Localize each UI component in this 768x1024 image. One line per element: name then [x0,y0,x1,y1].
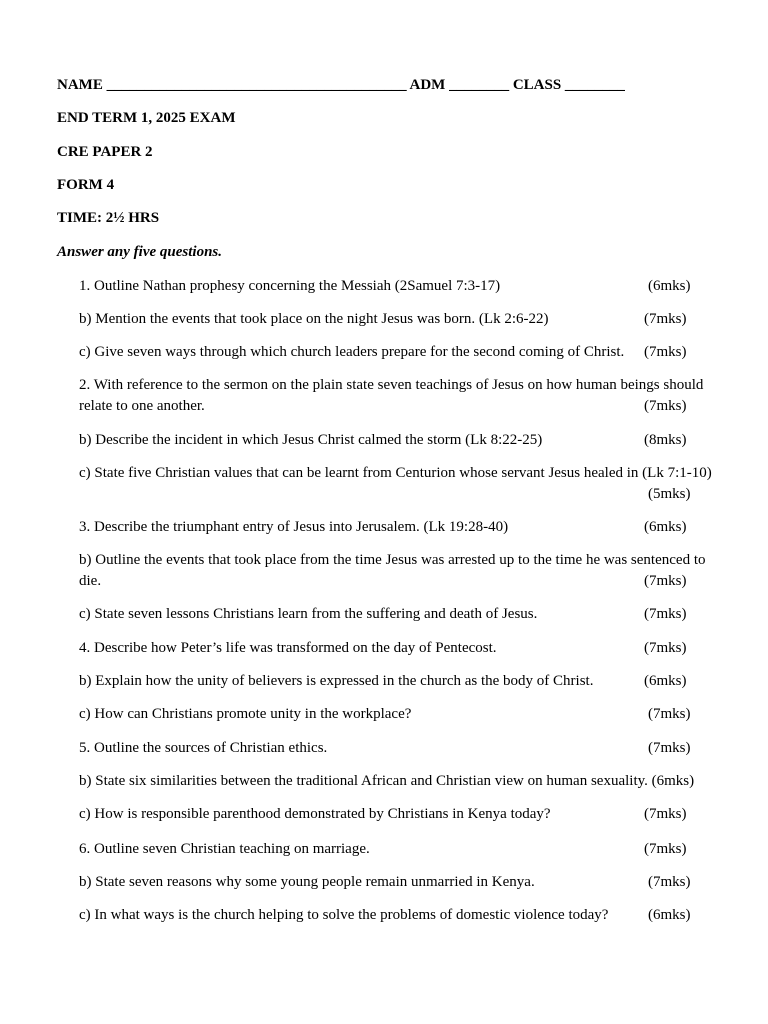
question-text: b) Outline the events that took place from the time Jesus was arrested up to the time he was sentenced to [79,552,706,568]
question-1b [79,309,719,330]
question-marks: (7mks) [644,841,687,857]
question-text: b) Explain how the unity of believers is expressed in the church as the body of Christ. [79,673,594,689]
question-1c [79,342,719,363]
question-text: 6. Outline seven Christian teaching on marriage. [79,841,370,857]
question-text: b) State seven reasons why some young people remain unmarried in Kenya. [79,874,535,890]
question-marks: (6mks) [648,907,691,923]
question-marks: (7mks) [644,606,687,622]
question-text: 1. Outline Nathan prophesy concerning the Messiah (2Samuel 7:3-17) [79,278,501,294]
question-text: 2. With reference to the sermon on the plain state seven teachings of Jesus on how human beings should [79,377,704,393]
question-4a [79,638,719,659]
question-marks: (7mks) [644,640,687,656]
question-text: b) State six similarities between the traditional African and Christian view on human sexuality. (6mks) [79,773,695,789]
question-marks: (7mks) [648,740,691,756]
question-marks: (7mks) [644,572,687,589]
question-marks: (8mks) [644,432,687,448]
paper-title: CRE PAPER 2 [57,144,153,160]
question-6a [79,839,719,860]
question-3b [79,550,719,591]
question-6c [79,905,719,926]
question-marks: (7mks) [644,806,687,822]
question-text: c) In what ways is the church helping to solve the problems of domestic violence today? [79,907,609,923]
question-text: c) State seven lessons Christians learn from the suffering and death of Jesus. [79,606,538,622]
question-text: c) Give seven ways through which church leaders prepare for the second coming of Christ. [79,344,625,360]
exam-title: END TERM 1, 2025 EXAM [57,110,236,126]
question-2a [79,375,719,416]
student-details-line: NAME ________________________________________ ADM ________ CLASS ________ [57,77,625,93]
question-marks: (6mks) [644,519,687,535]
question-text-continued: relate to one another. [79,397,205,414]
question-text: c) How can Christians promote unity in the workplace? [79,706,412,722]
instruction: Answer any five questions. [57,244,223,260]
question-5c [79,804,719,825]
question-4c [79,704,719,725]
question-4b [79,671,719,692]
question-5b [79,771,719,792]
question-marks: (7mks) [644,397,687,414]
question-1a [79,276,719,297]
question-2c [79,463,719,502]
question-text: 4. Describe how Peter’s life was transformed on the day of Pentecost. [79,640,497,656]
question-6b [79,872,719,893]
question-text: 5. Outline the sources of Christian ethics. [79,740,328,756]
question-2b [79,430,719,451]
time-label: TIME: 2½ HRS [57,210,160,226]
question-text-continued: die. [79,572,102,589]
question-marks: (5mks) [648,485,691,502]
question-text: c) How is responsible parenthood demonstrated by Christians in Kenya today? [79,806,551,822]
question-3a [79,517,719,538]
question-marks: (6mks) [644,673,687,689]
question-text: b) Mention the events that took place on the night Jesus was born. (Lk 2:6-22) [79,311,549,327]
question-marks: (7mks) [648,706,691,722]
question-5a [79,738,719,759]
question-marks: (7mks) [648,874,691,890]
question-text: c) State five Christian values that can be learnt from Centurion whose servant Jesus healed in (Lk 7:1-10) [79,465,712,481]
form-label: FORM 4 [57,177,115,193]
question-3c [79,604,719,625]
question-text: b) Describe the incident in which Jesus Christ calmed the storm (Lk 8:22-25) [79,432,543,448]
question-marks: (6mks) [648,278,691,294]
question-text: 3. Describe the triumphant entry of Jesus into Jerusalem. (Lk 19:28-40) [79,519,509,535]
question-marks: (7mks) [644,311,687,327]
question-marks: (7mks) [644,344,687,360]
